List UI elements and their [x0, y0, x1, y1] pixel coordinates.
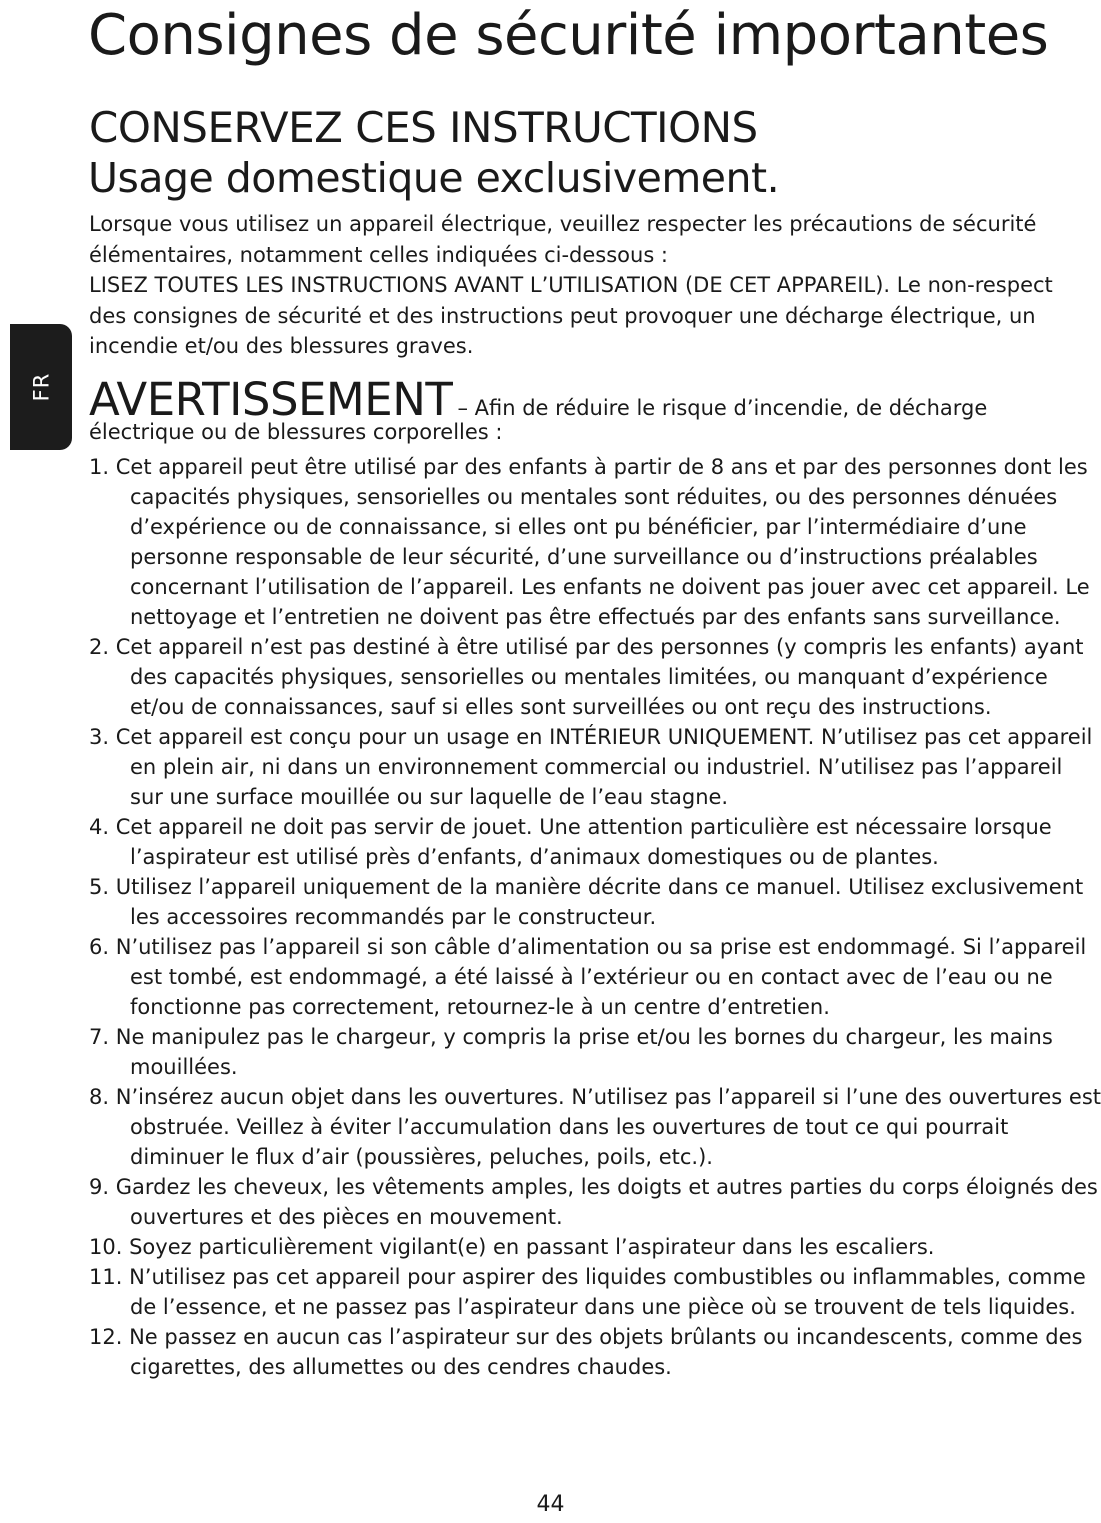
instruction-number: 9. [89, 1175, 110, 1199]
page-title: Consignes de sécurité importantes [88, 3, 1049, 68]
intro-paragraph-read-all: LISEZ TOUTES LES INSTRUCTIONS AVANT L’UTILISATION (DE CET APPAREIL). Le non-respect des consignes de sécurité et des instructions peut provoquer une décharge électrique, un incendie et/ou des blessures graves. [89, 273, 1053, 358]
intro-section [89, 209, 1089, 362]
instruction-item [89, 1082, 1101, 1172]
conserve-instructions-heading: CONSERVEZ CES INSTRUCTIONS [89, 103, 758, 152]
instruction-text: Cet appareil n’est pas destiné à être utilisé par des personnes (y compris les enfants) ayant des capacités physiques, sensorielles ou mentales limitées, ou manquant d’expérience et/ou de connaissances, sauf si elles sont surveillées ou ont reçu des instructions. [115, 635, 1084, 719]
intro-paragraph-precautions: Lorsque vous utilisez un appareil électrique, veuillez respecter les précautions de sécurité élémentaires, notamment celles indiquées ci-dessous : [89, 212, 1037, 267]
instruction-number: 4. [89, 815, 110, 839]
instruction-text: Cet appareil ne doit pas servir de jouet. Une attention particulière est nécessaire lorsque l’aspirateur est utilisé près d’enfants, d’animaux domestiques ou de plantes. [115, 815, 1052, 869]
language-tab-label: FR [28, 372, 53, 402]
instruction-item [89, 1262, 1101, 1322]
page-number: 44 [536, 1492, 565, 1517]
instruction-text: Ne manipulez pas le chargeur, y compris la prise et/ou les bornes du chargeur, les mains mouillées. [115, 1025, 1053, 1079]
warning-intro-continued: électrique ou de blessures corporelles : [89, 420, 503, 444]
instruction-number: 3. [89, 725, 110, 749]
warning-title: AVERTISSEMENT [89, 373, 453, 426]
instruction-item [89, 1172, 1101, 1232]
instruction-number: 5. [89, 875, 110, 899]
safety-instructions-list [89, 452, 1101, 1382]
instruction-text: Cet appareil est conçu pour un usage en INTÉRIEUR UNIQUEMENT. N’utilisez pas cet appareil en plein air, ni dans un environnement commercial ou industriel. N’utilisez pas l’appareil sur une surface mouillée ou sur laquelle de l’eau stagne. [115, 725, 1093, 809]
instruction-item [89, 932, 1101, 1022]
instruction-number: 1. [89, 455, 110, 479]
warning-section [89, 372, 1094, 444]
instruction-number: 8. [89, 1085, 110, 1109]
instruction-item [89, 872, 1101, 932]
instruction-text: N’insérez aucun objet dans les ouvertures. N’utilisez pas l’appareil si l’une des ouvertures est obstruée. Veillez à éviter l’accumulation dans les ouvertures de tout ce qui pourrait diminuer le flux d’air (poussières, peluches, poils, etc.). [115, 1085, 1101, 1169]
instruction-number: 7. [89, 1025, 110, 1049]
instruction-item [89, 812, 1101, 872]
instruction-item [89, 1232, 1101, 1262]
instruction-text: N’utilisez pas l’appareil si son câble d’alimentation ou sa prise est endommagé. Si l’appareil est tombé, est endommagé, a été laissé à l’extérieur ou en contact avec de l’eau ou ne fonctionne pas correctement, retournez-le à un centre d’entretien. [115, 935, 1087, 1019]
instruction-number: 2. [89, 635, 110, 659]
instruction-number: 10. [89, 1235, 123, 1259]
domestic-use-heading: Usage domestique exclusivement. [88, 154, 780, 202]
instruction-item [89, 452, 1101, 632]
instruction-text: Utilisez l’appareil uniquement de la manière décrite dans ce manuel. Utilisez exclusivement les accessoires recommandés par le constructeur. [115, 875, 1084, 929]
language-tab [10, 324, 72, 450]
instruction-text: N’utilisez pas cet appareil pour aspirer des liquides combustibles ou inflammables, comme de l’essence, et ne passez pas l’aspirateur dans une pièce où se trouvent de tels liquides. [129, 1265, 1086, 1319]
instruction-item [89, 722, 1101, 812]
instruction-text: Ne passez en aucun cas l’aspirateur sur des objets brûlants ou incandescents, comme des cigarettes, des allumettes ou des cendres chaudes. [129, 1325, 1083, 1379]
instruction-text: Cet appareil peut être utilisé par des enfants à partir de 8 ans et par des personnes dont les capacités physiques, sensorielles ou mentales sont réduites, ou des personnes dénuées d’expérience ou de connaissance, si elles ont pu bénéficier, par l’intermédiaire d’une personne responsable de leur sécurité, d’une surveillance ou d’instructions préalables concernant l’utilisation de l’appareil. Les enfants ne doivent pas jouer avec cet appareil. Le nettoyage et l’entretien ne doivent pas être effectués par des enfants sans surveillance. [115, 455, 1090, 629]
instruction-number: 11. [89, 1265, 123, 1289]
instruction-item [89, 632, 1101, 722]
instruction-item [89, 1322, 1101, 1382]
instruction-text: Soyez particulièrement vigilant(e) en passant l’aspirateur dans les escaliers. [129, 1235, 935, 1259]
instruction-text: Gardez les cheveux, les vêtements amples, les doigts et autres parties du corps éloignés des ouvertures et des pièces en mouvement. [115, 1175, 1098, 1229]
instruction-number: 12. [89, 1325, 123, 1349]
warning-intro: – Afin de réduire le risque d’incendie, de décharge [457, 396, 988, 420]
instruction-number: 6. [89, 935, 110, 959]
instruction-item [89, 1022, 1101, 1082]
